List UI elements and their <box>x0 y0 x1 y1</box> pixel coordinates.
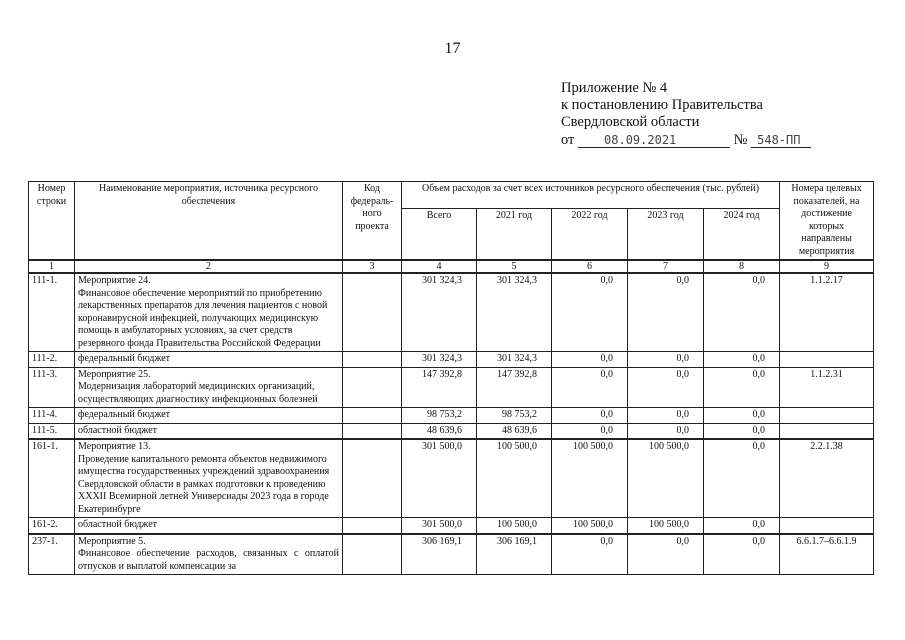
row-number-cell: 111-1. <box>29 273 75 352</box>
header-2022: 2022 год <box>552 208 628 260</box>
appendix-line-3: Свердловской области <box>561 114 700 130</box>
year-2021-cell: 147 392,8 <box>477 367 552 408</box>
federal-code-cell <box>343 423 402 439</box>
targets-cell: 6.6.1.7–6.6.1.9 <box>780 534 874 575</box>
year-2024-cell: 0,0 <box>704 273 780 352</box>
page-number: 17 <box>444 40 461 57</box>
row-number-cell: 111-5. <box>29 423 75 439</box>
year-2022-cell: 100 500,0 <box>552 518 628 534</box>
table-row <box>29 423 874 439</box>
year-2024-cell: 0,0 <box>704 408 780 424</box>
name-cell: Мероприятие 5. Финансовое обеспечение расходов, связанных с оплатой отпусков и выплатой компенсации за <box>75 534 343 575</box>
header-expenses-group: Объем расходов за счет всех источников ресурсного обеспечения (тыс. рублей) <box>402 182 780 209</box>
name-cell: федеральный бюджет <box>75 352 343 368</box>
year-2024-cell: 0,0 <box>704 518 780 534</box>
year-2024-cell: 0,0 <box>704 423 780 439</box>
total-cell: 301 324,3 <box>402 352 477 368</box>
year-2022-cell: 100 500,0 <box>552 439 628 518</box>
header-name: Наименование мероприятия, источника ресурсного обеспечения <box>75 182 343 261</box>
name-cell: областной бюджет <box>75 423 343 439</box>
column-number: 2 <box>75 260 343 273</box>
column-number: 7 <box>628 260 704 273</box>
row-number-cell: 237-1. <box>29 534 75 575</box>
total-cell: 48 639,6 <box>402 423 477 439</box>
number-prefix: № <box>733 132 748 148</box>
date-field <box>578 134 730 148</box>
appendix-line-2: к постановлению Правительства <box>561 97 763 113</box>
row-number-cell: 111-4. <box>29 408 75 424</box>
table-row <box>29 439 874 518</box>
expenses-table <box>28 181 874 575</box>
year-2022-cell: 0,0 <box>552 408 628 424</box>
targets-cell: 1.1.2.17 <box>780 273 874 352</box>
federal-code-cell <box>343 518 402 534</box>
federal-code-cell <box>343 439 402 518</box>
table-row <box>29 367 874 408</box>
federal-code-cell <box>343 408 402 424</box>
year-2023-cell: 100 500,0 <box>628 518 704 534</box>
table-row <box>29 518 874 534</box>
column-number: 4 <box>402 260 477 273</box>
column-number: 9 <box>780 260 874 273</box>
year-2024-cell: 0,0 <box>704 367 780 408</box>
column-number-row <box>29 260 874 273</box>
date-value: 08.09.2021 <box>604 133 677 147</box>
year-2021-cell: 48 639,6 <box>477 423 552 439</box>
row-number-cell: 161-2. <box>29 518 75 534</box>
table-body <box>29 273 874 575</box>
column-number: 1 <box>29 260 75 273</box>
year-2023-cell: 0,0 <box>628 367 704 408</box>
column-number: 6 <box>552 260 628 273</box>
appendix-date-line <box>561 132 811 149</box>
name-cell: областной бюджет <box>75 518 343 534</box>
year-2021-cell: 301 324,3 <box>477 273 552 352</box>
date-prefix: от <box>561 132 575 148</box>
header-total: Всего <box>402 208 477 260</box>
total-cell: 98 753,2 <box>402 408 477 424</box>
year-2021-cell: 98 753,2 <box>477 408 552 424</box>
header-2021: 2021 год <box>477 208 552 260</box>
year-2024-cell: 0,0 <box>704 534 780 575</box>
appendix-block <box>561 80 811 149</box>
year-2022-cell: 0,0 <box>552 423 628 439</box>
year-2022-cell: 0,0 <box>552 273 628 352</box>
row-number-cell: 111-2. <box>29 352 75 368</box>
year-2022-cell: 0,0 <box>552 367 628 408</box>
header-2024: 2024 год <box>704 208 780 260</box>
targets-cell: 1.1.2.31 <box>780 367 874 408</box>
column-number: 5 <box>477 260 552 273</box>
header-targets: Номера целевых показателей, на достижение которых направлены мероприятия <box>780 182 874 261</box>
year-2022-cell: 0,0 <box>552 534 628 575</box>
total-cell: 306 169,1 <box>402 534 477 575</box>
federal-code-cell <box>343 367 402 408</box>
year-2023-cell: 0,0 <box>628 352 704 368</box>
year-2023-cell: 0,0 <box>628 423 704 439</box>
targets-cell <box>780 408 874 424</box>
name-cell: Мероприятие 25. Модернизация лабораторий медицинских организаций, осуществляющих диагностику инфекционных болезней <box>75 367 343 408</box>
federal-code-cell <box>343 273 402 352</box>
header-row-number: Номер строки <box>29 182 75 261</box>
number-value: 548-ПП <box>757 133 801 147</box>
year-2021-cell: 306 169,1 <box>477 534 552 575</box>
name-cell: федеральный бюджет <box>75 408 343 424</box>
targets-cell <box>780 352 874 368</box>
column-number: 3 <box>343 260 402 273</box>
number-field <box>751 134 811 148</box>
table-row <box>29 273 874 352</box>
row-number-cell: 111-3. <box>29 367 75 408</box>
year-2021-cell: 301 324,3 <box>477 352 552 368</box>
header-2023: 2023 год <box>628 208 704 260</box>
year-2023-cell: 0,0 <box>628 534 704 575</box>
total-cell: 147 392,8 <box>402 367 477 408</box>
year-2023-cell: 0,0 <box>628 408 704 424</box>
year-2023-cell: 100 500,0 <box>628 439 704 518</box>
federal-code-cell <box>343 534 402 575</box>
table-row <box>29 352 874 368</box>
year-2023-cell: 0,0 <box>628 273 704 352</box>
column-number: 8 <box>704 260 780 273</box>
name-cell: Мероприятие 13. Проведение капитального ремонта объектов недвижимого имущества государственных учреждений здравоохранения Свердловской области в рамках подготовки к проведению XXXII Всемирной летней Универсиады 2023 года в городе Екатеринбурге <box>75 439 343 518</box>
year-2022-cell: 0,0 <box>552 352 628 368</box>
table-row <box>29 534 874 575</box>
header-federal-code: Код федераль-ного проекта <box>343 182 402 261</box>
year-2021-cell: 100 500,0 <box>477 518 552 534</box>
total-cell: 301 324,3 <box>402 273 477 352</box>
appendix-title: Приложение № 4 <box>561 80 668 96</box>
year-2024-cell: 0,0 <box>704 439 780 518</box>
targets-cell <box>780 518 874 534</box>
row-number-cell: 161-1. <box>29 439 75 518</box>
year-2021-cell: 100 500,0 <box>477 439 552 518</box>
total-cell: 301 500,0 <box>402 439 477 518</box>
name-cell: Мероприятие 24. Финансовое обеспечение мероприятий по приобретению лекарственных препаратов для лечения пациентов с новой коронавирусной инфекцией, получающих медицинскую помощь в амбулаторных условиях, за счет средств резервного фонда Правительства Российской Федерации <box>75 273 343 352</box>
targets-cell: 2.2.1.38 <box>780 439 874 518</box>
year-2024-cell: 0,0 <box>704 352 780 368</box>
table-row <box>29 408 874 424</box>
targets-cell <box>780 423 874 439</box>
total-cell: 301 500,0 <box>402 518 477 534</box>
federal-code-cell <box>343 352 402 368</box>
